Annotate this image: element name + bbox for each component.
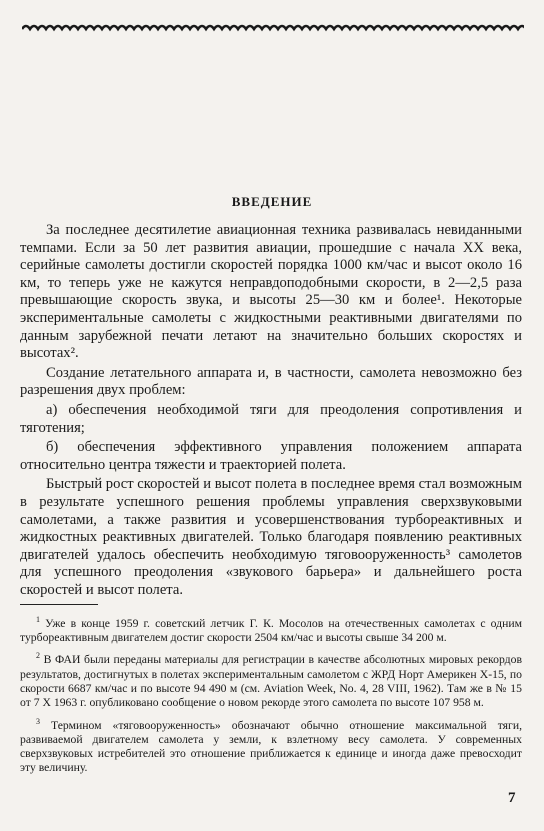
footnote-text: В ФАИ были переданы материалы для регистрации в качестве абсолютных мировых рекордов результатов, достигнутых в полетах экспериментальным самолетом с ЖРД Норт Америкен Х-15, по скорости 6687 км/час и по высоте 94 490 м (см. Aviation Week, No. 4, 28 VIII, 1962). Там же в № 15 от 7 X 1963 г. опубликовано сообщение о новом рекорде этого самолета по высоте 107 958 м. [20, 653, 522, 710]
footnote-mark: 3 [36, 716, 40, 726]
paragraph: Создание летательного аппарата и, в частности, самолета невозможно без разрешения двух проблем: [20, 364, 522, 399]
footnotes [20, 613, 522, 780]
paragraph: а) обеспечения необходимой тяги для преодоления сопротивления и тяготения; [20, 401, 522, 436]
paragraph: Быстрый рост скоростей и высот полета в последнее время стал возможным в результате успешного решения проблемы управления сверхзвуковыми самолетами, а также развития и усовершенствования турбореактивных и жидкостных реактивных двигателей. Только благодаря появлению реактивных двигателей удалось обеспечить необходимую тяговооруженность³ самолетов для успешного преодоления «звукового барьера» и дальнейшего роста скоростей и высот полета. [20, 476, 522, 598]
footnote-mark: 1 [36, 615, 40, 624]
footnote-mark: 2 [36, 651, 40, 661]
paragraph: За последнее десятилетие авиационная техника развивалась невиданными темпами. Если за 50 лет развития авиации, прошедшие с начала XX века, серийные самолеты достигли скоростей порядка 1000 км/час и высот около 16 км, то теперь уже не кажутся неправдоподобными скорости, в 2—2,5 раза превышающие скорость звука, и высоты 25—30 км и более¹. Некоторые экспериментальные самолеты с жидкостными реактивными двигателями по данным зарубежной печати летают на значительно больших скоростях и высотах². [20, 222, 522, 362]
paragraph: б) обеспечения эффективного управления положением аппарата относительно центра тяжести и траекторией полета. [20, 439, 522, 473]
footnote-text: Термином «тяговооруженность» обозначают обычно отношение максимальной тяги, развиваемой двигателем самолета у земли, к взлетному весу самолета. У современных сверхзвуковых истребителей это отношение приближается к единице и иногда даже превосходит эту величину. [20, 718, 523, 775]
footnote [20, 613, 522, 645]
footnote-divider [20, 604, 98, 605]
footnote [20, 649, 522, 710]
footnote [20, 715, 522, 776]
footnote-text: Уже в конце 1959 г. советский летчик Г. К. Мосолов на отечественных самолетах с одним турбореактивным двигателем достиг скорости 2504 км/час и высоты свыше 34 200 м. [20, 616, 523, 645]
section-heading: ВВЕДЕНИЕ [231, 194, 313, 209]
main-text [20, 222, 522, 599]
decorative-wavy-rule [22, 22, 524, 36]
page-number: 7 [508, 790, 516, 806]
